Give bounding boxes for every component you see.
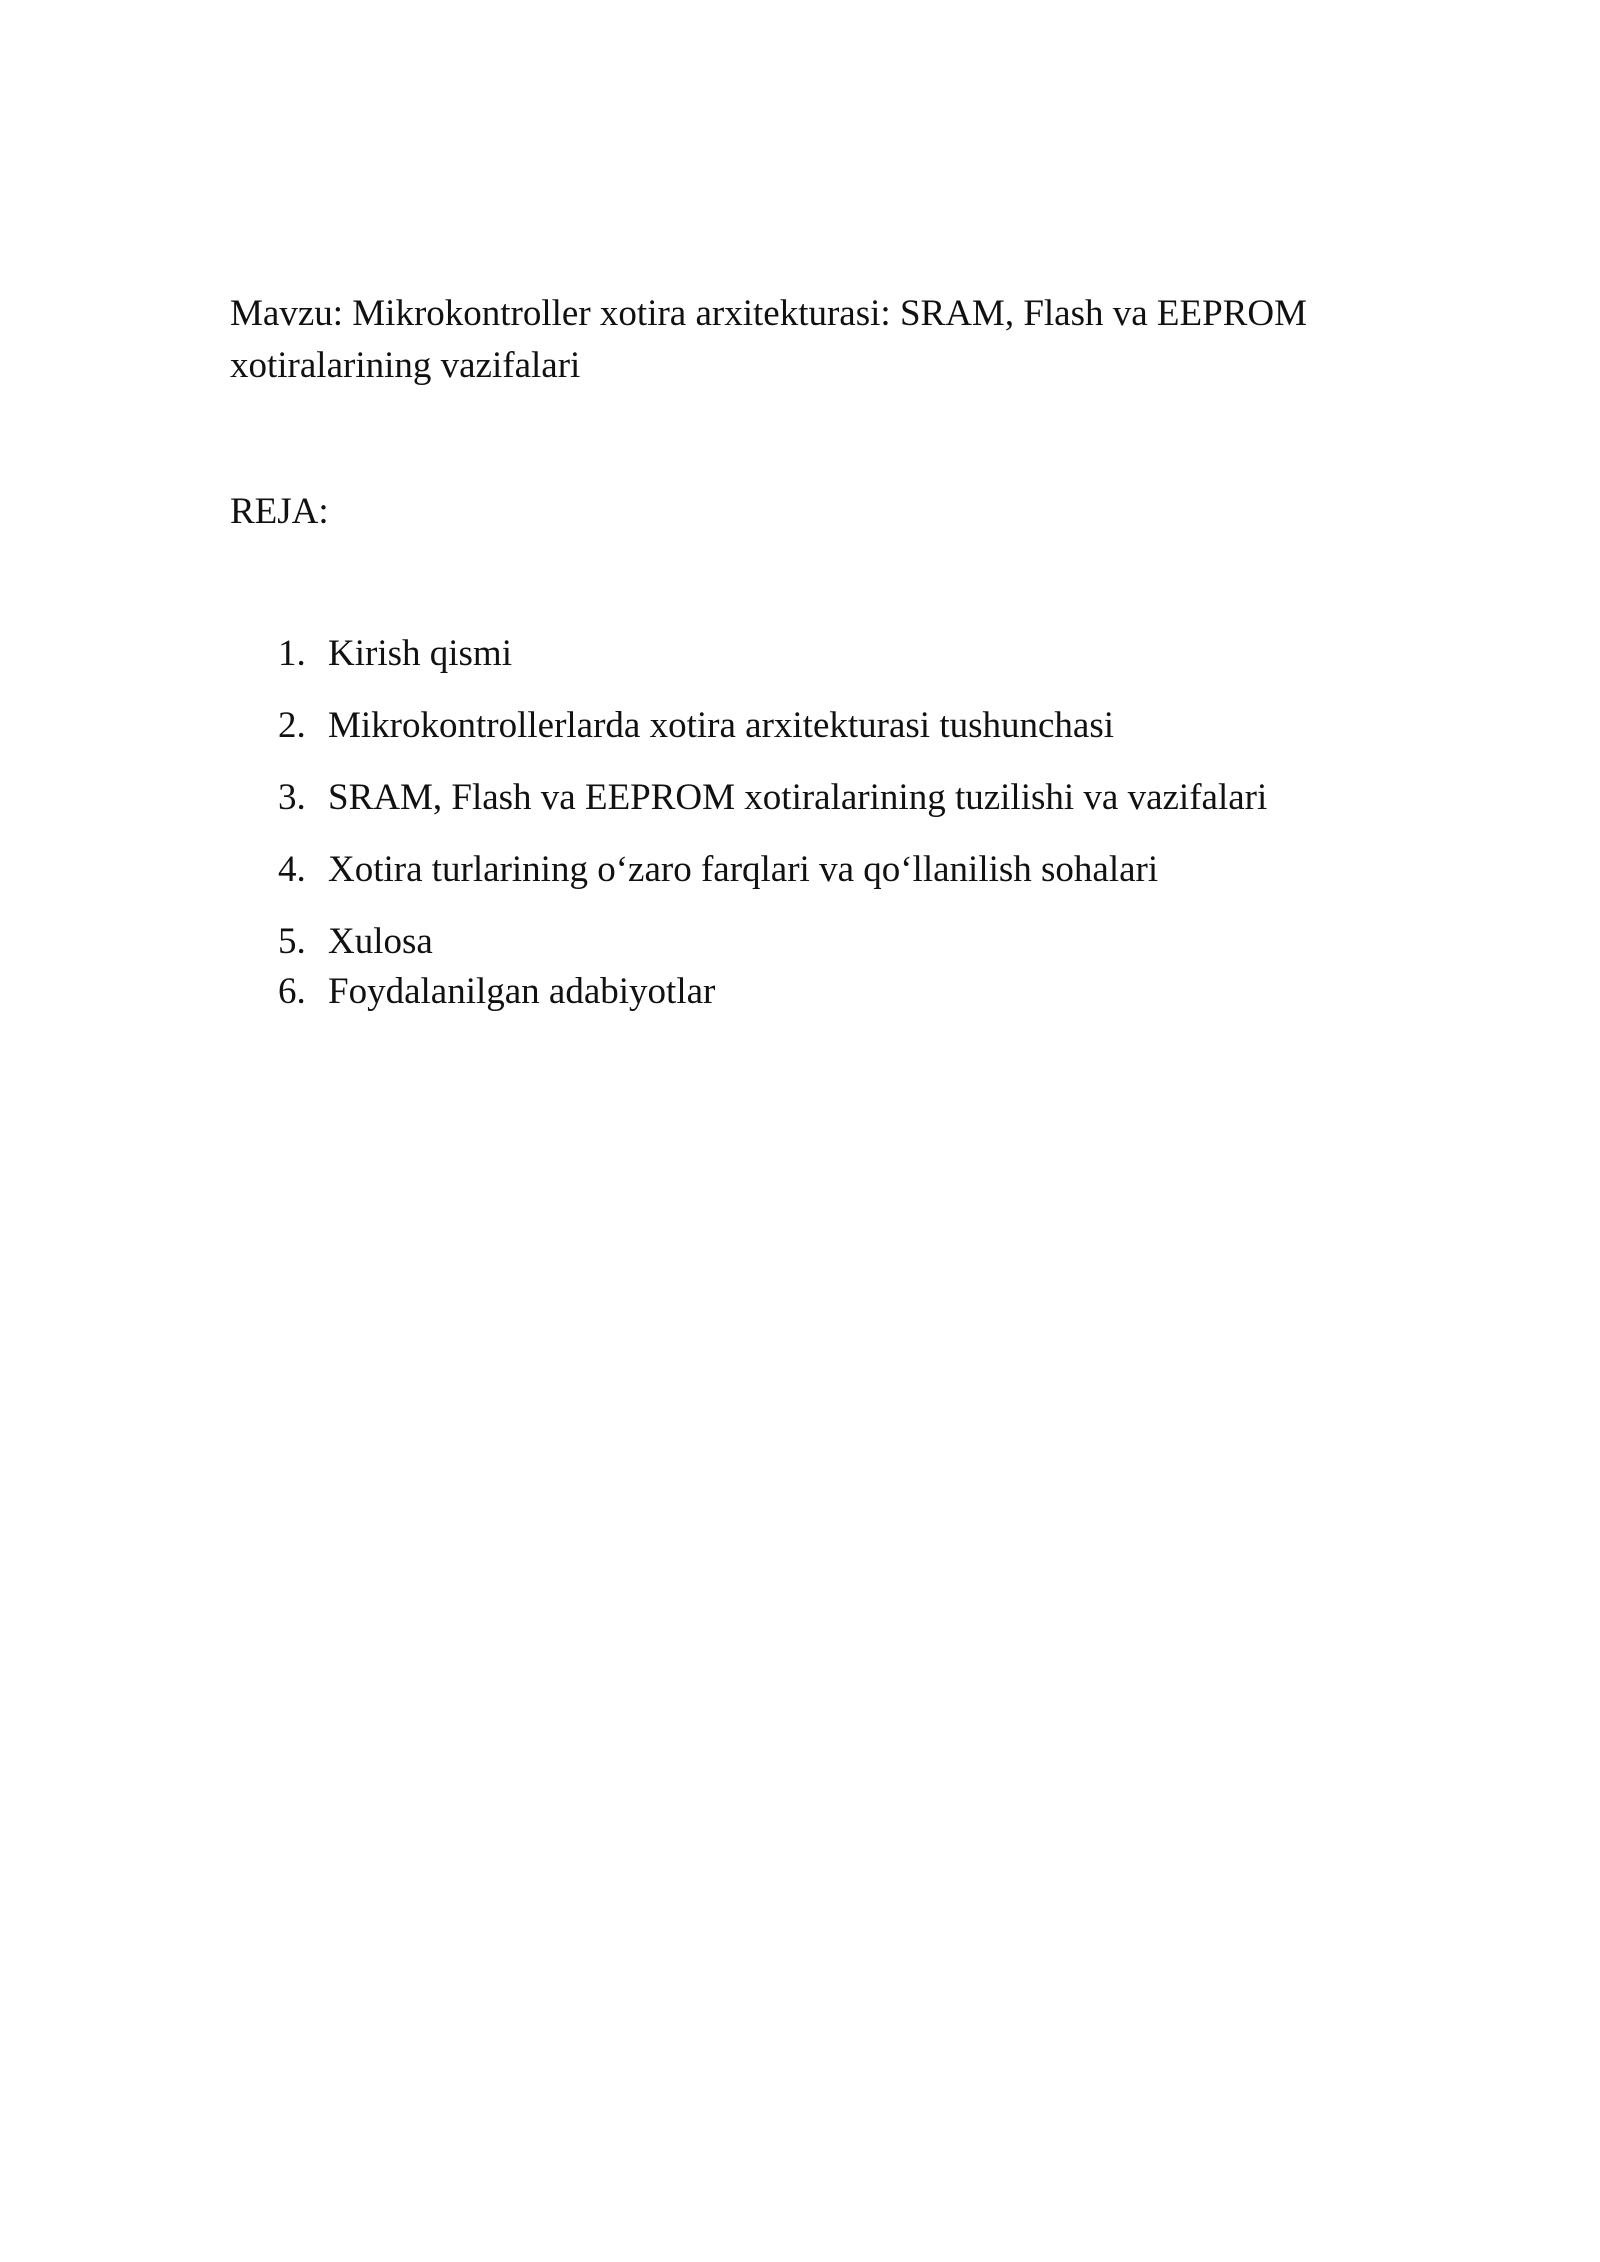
plan-item-number: 6. — [278, 971, 306, 1012]
plan-item-number: 1. — [278, 633, 306, 674]
plan-item-text: Mikrokontrollerlarda xotira arxitekturasi tushunchasi — [328, 705, 1115, 746]
plan-item-number: 5. — [278, 921, 306, 962]
plan-item — [278, 700, 1114, 752]
plan-item-text: SRAM, Flash va EEPROM xotiralarining tuzilishi va vazifalari — [328, 777, 1268, 818]
plan-item-text: Kirish qismi — [328, 633, 512, 674]
plan-item — [278, 916, 433, 968]
plan-item — [278, 628, 512, 680]
plan-item — [278, 966, 715, 1018]
plan-item-text: Xulosa — [328, 921, 433, 962]
plan-heading: REJA: — [230, 491, 329, 532]
plan-item-text: Xotira turlarining o‘zaro farqlari va qo‘llanilish sohalari — [328, 849, 1159, 890]
plan-item-number: 3. — [278, 777, 306, 818]
document-title: Mavzu: Mikrokontroller xotira arxitekturasi: SRAM, Flash va EEPROM xotiralarining vazifalari — [230, 293, 1307, 386]
plan-item — [278, 772, 1267, 824]
plan-item-number: 2. — [278, 705, 306, 746]
plan-item-text: Foydalanilgan adabiyotlar — [328, 971, 716, 1012]
plan-item-number: 4. — [278, 849, 306, 890]
plan-item — [278, 844, 1158, 896]
